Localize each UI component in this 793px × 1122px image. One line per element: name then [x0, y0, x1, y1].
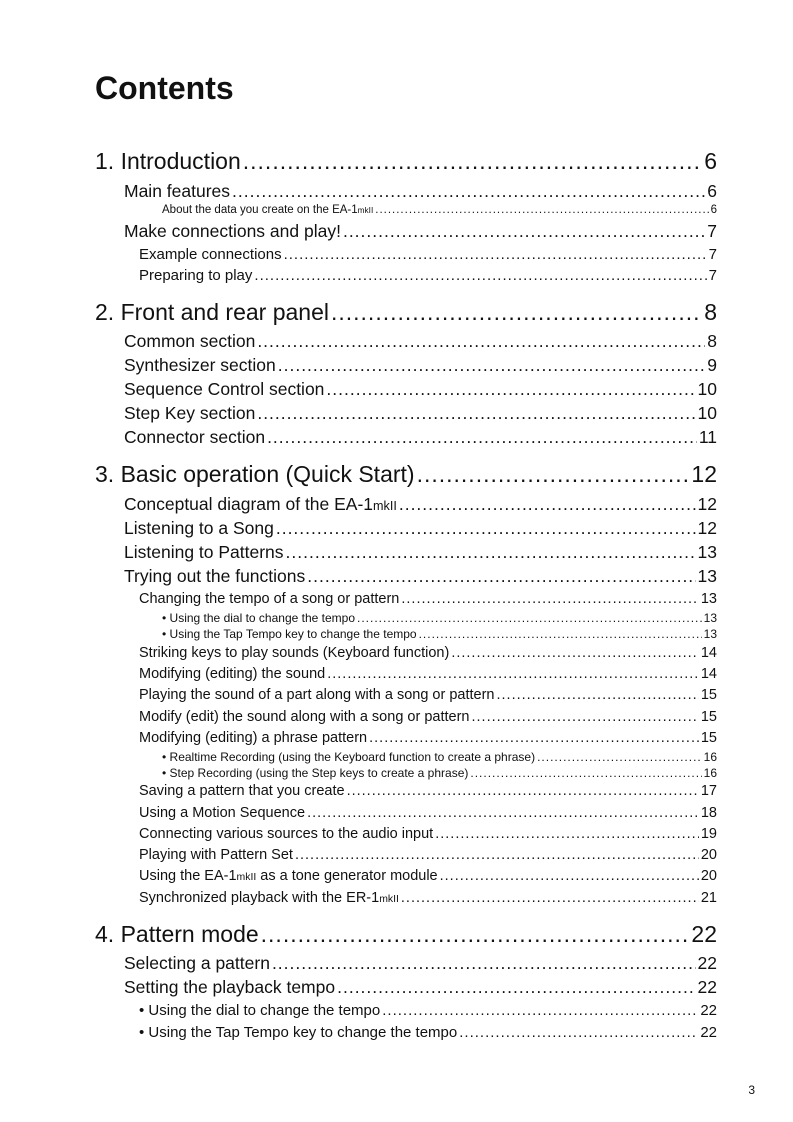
entry-page: 7 [708, 267, 717, 284]
entry-title: Preparing to play [139, 267, 253, 284]
entry-page: 12 [697, 518, 717, 538]
entry-page: 6 [707, 181, 717, 201]
entry-title: Make connections and play! [124, 221, 341, 241]
toc-entry-subsection[interactable] [139, 709, 717, 725]
entry-title: Connecting various sources to the audio input [139, 826, 434, 842]
entry-title: 2. Front and rear panel [95, 299, 329, 325]
dot-leader [470, 766, 701, 780]
dot-leader [382, 1002, 698, 1019]
toc-entry-section[interactable] [124, 542, 717, 563]
dot-leader [254, 267, 706, 284]
toc-entry-chapter[interactable] [95, 461, 717, 488]
entry-page: 20 [700, 868, 717, 884]
toc-entry-section[interactable] [124, 518, 717, 539]
toc-entry-chapter[interactable] [95, 921, 717, 948]
entry-page: 6 [710, 204, 717, 216]
toc-entry-subsection[interactable] [139, 730, 717, 746]
entry-page: 22 [697, 953, 717, 973]
entry-title: • Using the Tap Tempo key to change the tempo [139, 1024, 458, 1041]
dot-leader [343, 221, 705, 242]
toc-entry-topic[interactable] [162, 750, 717, 764]
entry-title: Modifying (editing) a phrase pattern [139, 730, 368, 746]
entry-title: Connector section [124, 427, 266, 447]
toc-entry-section[interactable] [124, 355, 717, 376]
toc-entry-chapter[interactable] [95, 299, 717, 326]
dot-leader [272, 953, 696, 974]
entry-page: 19 [700, 826, 717, 842]
entry-page: 17 [700, 783, 717, 799]
dot-leader [284, 246, 707, 263]
toc-entry-section[interactable] [124, 221, 717, 242]
toc-entry-subsection[interactable] [139, 868, 717, 884]
entry-title: Trying out the functions [124, 566, 306, 586]
entry-title: About the data you create on the EA-1 [162, 204, 358, 216]
toc-entry-subsection[interactable] [139, 666, 717, 682]
entry-page: 16 [703, 750, 717, 764]
toc-entry-subsection[interactable] [139, 783, 717, 799]
toc-entry-subsection[interactable] [139, 1002, 717, 1019]
dot-leader [357, 611, 702, 625]
entry-page: 13 [703, 627, 717, 641]
toc-entry-section[interactable] [124, 494, 717, 515]
entry-title: Changing the tempo of a song or pattern [139, 591, 400, 607]
entry-title: • Using the dial to change the tempo [162, 611, 355, 625]
dot-leader [440, 868, 699, 884]
toc-entry-chapter[interactable] [95, 148, 717, 175]
toc-entry-section[interactable] [124, 977, 717, 998]
entry-page: 12 [697, 494, 717, 514]
dot-leader [278, 355, 706, 376]
entry-page: 14 [700, 645, 717, 661]
entry-title: 1. Introduction [95, 148, 241, 174]
entry-page: 14 [700, 666, 717, 682]
entry-title: Modifying (editing) the sound [139, 666, 326, 682]
entry-page: 11 [698, 427, 717, 447]
entry-title: Synchronized playback with the ER-1 [139, 890, 380, 906]
entry-title: • Realtime Recording (using the Keyboard function to create a phrase) [162, 750, 536, 764]
dot-leader [347, 783, 699, 799]
entry-title: Synthesizer section [124, 355, 276, 375]
entry-page: 10 [697, 379, 717, 399]
entry-page: 13 [700, 591, 717, 607]
entry-title: • Step Recording (using the Step keys to create a phrase) [162, 766, 469, 780]
toc-entry-section[interactable] [124, 566, 717, 587]
entry-title-suffix: mkII [379, 894, 399, 905]
dot-leader [399, 494, 696, 515]
page-title: Contents [95, 70, 234, 106]
toc-entry-section[interactable] [124, 427, 717, 448]
dot-leader [471, 709, 698, 725]
dot-leader [375, 204, 708, 216]
entry-title: Saving a pattern that you create [139, 783, 345, 799]
entry-title-rest: as a tone generator module [256, 868, 438, 884]
entry-page: 6 [704, 148, 717, 174]
entry-title: Sequence Control section [124, 379, 325, 399]
toc-entry-subsection[interactable] [139, 645, 717, 661]
dot-leader [307, 805, 699, 821]
entry-page: 12 [691, 461, 717, 487]
entry-title: Playing the sound of a part along with a song or pattern [139, 687, 495, 703]
entry-title: Playing with Pattern Set [139, 847, 293, 863]
toc-entry-section[interactable] [124, 403, 717, 424]
entry-title-suffix: mkII [373, 499, 397, 513]
entry-title: Example connections [139, 246, 282, 263]
dot-leader [337, 977, 695, 998]
entry-title: Common section [124, 331, 256, 351]
toc-entry-subsection[interactable] [139, 591, 717, 607]
entry-title: • Using the dial to change the tempo [139, 1002, 381, 1019]
entry-page: 22 [700, 1024, 717, 1041]
entry-page: 20 [700, 847, 717, 863]
dot-leader [261, 921, 690, 948]
dot-leader [451, 645, 699, 661]
entry-page: 8 [707, 331, 717, 351]
entry-page: 22 [691, 921, 717, 947]
toc-entry-section[interactable] [124, 181, 717, 202]
dot-leader [267, 427, 697, 448]
entry-title-suffix: mkII [236, 872, 257, 883]
dot-leader [459, 1024, 698, 1041]
entry-page: 10 [697, 403, 717, 423]
entry-title: Striking keys to play sounds (Keyboard function) [139, 645, 450, 661]
toc-entry-section[interactable] [124, 953, 717, 974]
entry-title: Listening to Patterns [124, 542, 284, 562]
toc-entry-subsection[interactable] [139, 890, 717, 906]
dot-leader [286, 542, 696, 563]
dot-leader [243, 148, 702, 175]
dot-leader [435, 826, 699, 842]
entry-page: 13 [697, 566, 717, 586]
entry-title: Using the EA-1 [139, 868, 237, 884]
toc-entry-subsection[interactable] [139, 687, 717, 703]
dot-leader [257, 403, 695, 424]
entry-page: 21 [700, 890, 717, 906]
entry-page: 9 [707, 355, 717, 375]
dot-leader [276, 518, 696, 539]
dot-leader [307, 566, 695, 587]
dot-leader [257, 331, 705, 352]
entry-page: 22 [697, 977, 717, 997]
dot-leader [295, 847, 699, 863]
dot-leader [401, 591, 698, 607]
toc-entry-subsection[interactable] [139, 1024, 717, 1041]
toc-entry-topic[interactable] [162, 627, 717, 641]
toc-entry-section[interactable] [124, 379, 717, 400]
entry-page: 22 [700, 1002, 717, 1019]
entry-title: Using a Motion Sequence [139, 805, 306, 821]
dot-leader [232, 181, 705, 202]
toc-entry-subsection[interactable] [139, 847, 717, 863]
dot-leader [419, 627, 702, 641]
entry-page: 7 [707, 221, 717, 241]
entry-page: 8 [704, 299, 717, 325]
toc-entry-topic[interactable] [162, 204, 717, 216]
entry-page: 16 [703, 766, 717, 780]
dot-leader [331, 299, 702, 326]
entry-page: 7 [708, 246, 717, 263]
entry-page: 13 [697, 542, 717, 562]
entry-title: Selecting a pattern [124, 953, 270, 973]
toc-entry-section[interactable] [124, 331, 717, 352]
toc-entry-subsection[interactable] [139, 267, 717, 284]
toc-entry-subsection[interactable] [139, 246, 717, 263]
entry-title-suffix: mkII [357, 206, 374, 215]
entry-title: Modify (edit) the sound along with a song or pattern [139, 709, 470, 725]
entry-title: Main features [124, 181, 231, 201]
entry-page: 15 [700, 687, 717, 703]
dot-leader [401, 890, 699, 906]
entry-title: Listening to a Song [124, 518, 274, 538]
dot-leader [496, 687, 698, 703]
dot-leader [537, 750, 702, 764]
dot-leader [326, 379, 695, 400]
entry-title: Step Key section [124, 403, 256, 423]
toc-entry-subsection[interactable] [139, 805, 717, 821]
dot-leader [369, 730, 699, 746]
toc-entry-topic[interactable] [162, 766, 717, 780]
entry-title: Conceptual diagram of the EA-1 [124, 494, 374, 514]
entry-page: 18 [700, 805, 717, 821]
dot-leader [417, 461, 690, 488]
entry-title: 3. Basic operation (Quick Start) [95, 461, 415, 487]
page-number: 3 [748, 1083, 755, 1097]
entry-title: Setting the playback tempo [124, 977, 336, 997]
entry-page: 15 [700, 730, 717, 746]
toc-entry-subsection[interactable] [139, 826, 717, 842]
entry-page: 15 [700, 709, 717, 725]
entry-title: • Using the Tap Tempo key to change the tempo [162, 627, 417, 641]
entry-title: 4. Pattern mode [95, 921, 259, 947]
dot-leader [327, 666, 699, 682]
toc-entry-topic[interactable] [162, 611, 717, 625]
entry-page: 13 [703, 611, 717, 625]
